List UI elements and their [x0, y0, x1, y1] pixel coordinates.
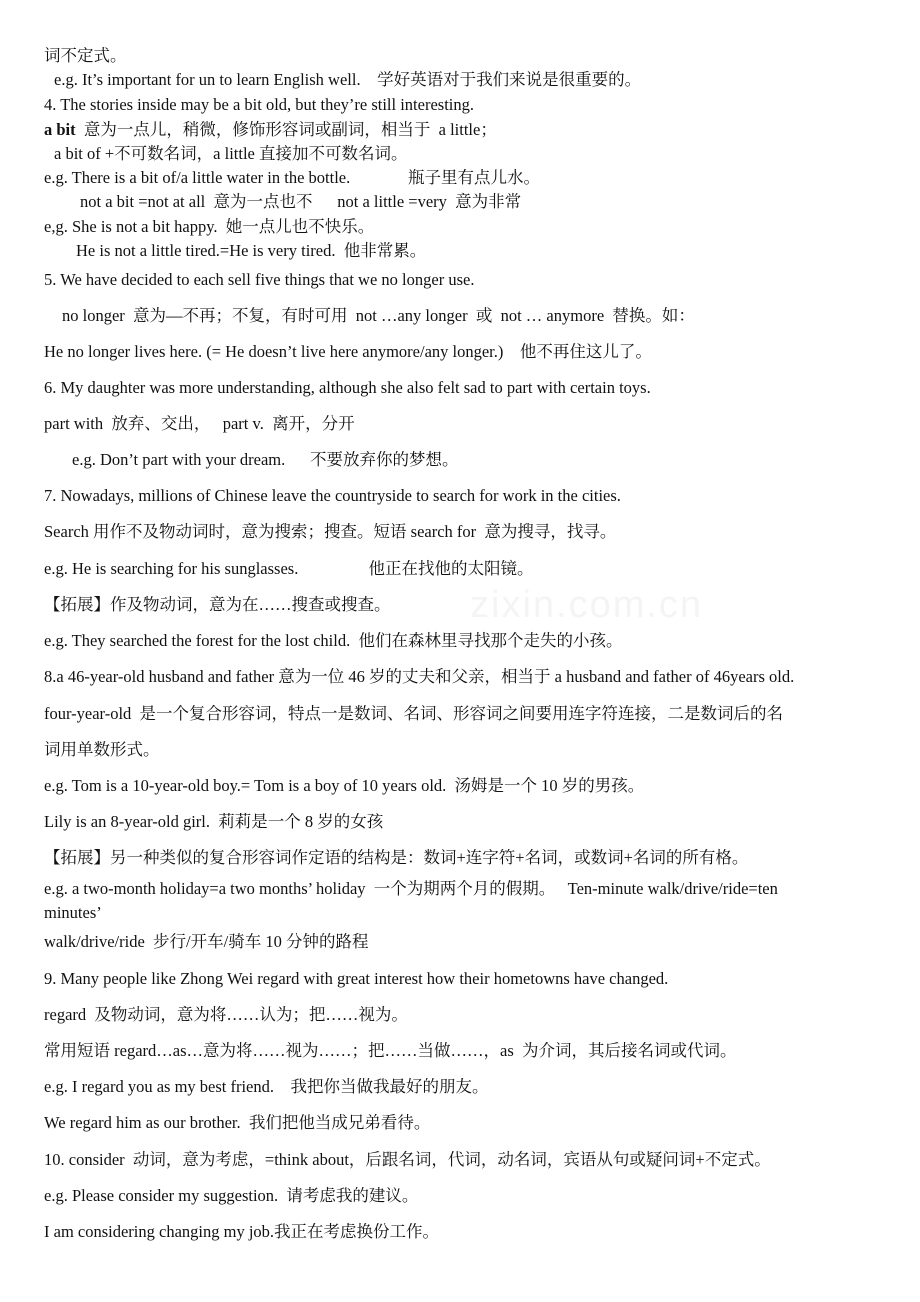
text-line: 7. Nowadays, millions of Chinese leave the countryside to search for work in the cities. — [44, 486, 621, 505]
text-line: not a bit =not at all 意为一点也不 not a little =very 意为非常 — [80, 192, 522, 211]
text-line: 5. We have decided to each sell five things that we no longer use. — [44, 270, 475, 289]
text-line: Search 用作不及物动词时，意为搜索；搜查。短语 search for 意为搜寻，找寻。 — [44, 522, 617, 541]
text-line: e.g. Please consider my suggestion. 请考虑我的建议。 — [44, 1186, 419, 1205]
text-line: e.g. a two-month holiday=a two months’ holiday 一个为期两个月的假期。 Ten-minute walk/drive/ride=ten — [44, 879, 778, 898]
text-line: e,g. She is not a bit happy. 她一点儿也不快乐。 — [44, 217, 375, 236]
text-line: 4. The stories inside may be a bit old, but they’re still interesting. — [44, 95, 474, 114]
text-line: a bit of +不可数名词，a little 直接加不可数名词。 — [54, 144, 408, 163]
watermark: zixin.com.cn — [470, 584, 704, 626]
text-line: e.g. It’s important for un to learn English well. 学好英语对于我们来说是很重要的。 — [54, 70, 642, 89]
text-line: 【拓展】作及物动词，意为在……搜查或搜查。 — [44, 595, 391, 614]
text-line: 词不定式。 — [44, 46, 127, 65]
text-line: 【拓展】另一种类似的复合形容词作定语的结构是：数词+连字符+名词，或数词+名词的所有格。 — [44, 848, 749, 867]
text-line: 6. My daughter was more understanding, although she also felt sad to part with certain toys. — [44, 378, 651, 397]
text-line: e.g. Don’t part with your dream. 不要放弃你的梦想。 — [72, 450, 459, 469]
text-line: I am considering changing my job.我正在考虑换份工作。 — [44, 1222, 440, 1241]
text-line: Lily is an 8-year-old girl. 莉莉是一个 8 岁的女孩 — [44, 812, 384, 831]
text-line: 9. Many people like Zhong Wei regard with great interest how their hometowns have changed. — [44, 969, 669, 988]
text-span: 意为一点儿，稍微，修饰形容词或副词，相当于 a little； — [75, 120, 497, 139]
text-line: He no longer lives here. (= He doesn’t live here anymore/any longer.) 他不再住这儿了。 — [44, 342, 652, 361]
text-line: 10. consider 动词，意为考虑，=think about，后跟名词，代词，动名词，宾语从句或疑问词+不定式。 — [44, 1150, 771, 1169]
text-line: four-year-old 是一个复合形容词，特点一是数词、名词、形容词之间要用连字符连接，二是数词后的名 — [44, 704, 784, 723]
text-line: 常用短语 regard…as…意为将……视为……；把……当做……，as 为介词，其后接名词或代词。 — [44, 1041, 737, 1060]
text-line: minutes’ — [44, 903, 102, 922]
text-line: e.g. They searched the forest for the lost child. 他们在森林里寻找那个走失的小孩。 — [44, 631, 623, 650]
text-line: e.g. There is a bit of/a little water in the bottle. 瓶子里有点儿水。 — [44, 168, 540, 187]
text-line: We regard him as our brother. 我们把他当成兄弟看待。 — [44, 1113, 431, 1132]
text-line: e.g. Tom is a 10-year-old boy.= Tom is a boy of 10 years old. 汤姆是一个 10 岁的男孩。 — [44, 776, 645, 795]
text-line: e.g. He is searching for his sunglasses. 他正在找他的太阳镜。 — [44, 559, 534, 578]
text-line: regard 及物动词，意为将……认为；把……视为。 — [44, 1005, 408, 1024]
text-line: 8.a 46-year-old husband and father 意为一位 46 岁的丈夫和父亲，相当于 a husband and father of 46years old. — [44, 667, 795, 686]
text-line: He is not a little tired.=He is very tired. 他非常累。 — [76, 241, 427, 260]
text-line: no longer 意为—不再；不复，有时可用 not …any longer 或 not … anymore 替换。如： — [62, 306, 695, 325]
text-line: 词用单数形式。 — [44, 740, 160, 759]
text-line: part with 放弃、交出， part v. 离开，分开 — [44, 414, 355, 433]
text-line: walk/drive/ride 步行/开车/骑车 10 分钟的路程 — [44, 932, 369, 951]
bold-term: a bit — [44, 120, 76, 139]
text-line — [44, 120, 497, 140]
text-line: e.g. I regard you as my best friend. 我把你当做我最好的朋友。 — [44, 1077, 489, 1096]
